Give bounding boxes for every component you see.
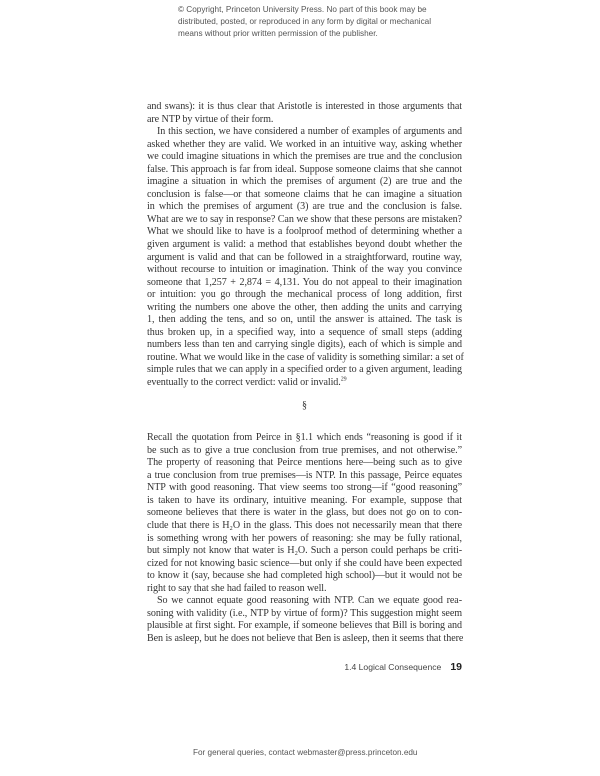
text-line bbox=[147, 620, 462, 633]
copyright-notice bbox=[178, 4, 478, 40]
line-text: given argument is valid: a method that establishes beyond doubt whether the bbox=[147, 239, 462, 251]
text-line bbox=[147, 114, 462, 127]
text-line bbox=[147, 558, 462, 571]
line-text: without recourse to intuition or imagination. Think of the way you convince bbox=[147, 264, 462, 276]
line-text: or intuition: you go through the mechanical process of long addition, first bbox=[147, 289, 462, 301]
text-line bbox=[147, 352, 462, 365]
line-text: we could imagine situations in which the premises are true and the conclusion bbox=[147, 151, 462, 163]
text-line bbox=[147, 327, 462, 340]
line-text: right to say that she had failed to reason well. bbox=[147, 582, 327, 594]
text-line bbox=[147, 252, 462, 265]
line-text: to know it (say, because she had completed high school)—but it would not be bbox=[147, 570, 462, 582]
footnote-marker[interactable]: 29 bbox=[340, 376, 347, 383]
text-line bbox=[147, 214, 462, 227]
text-line bbox=[147, 151, 462, 164]
text-line bbox=[147, 457, 462, 470]
text-line bbox=[147, 126, 462, 139]
line-text: someone believes that there is water in the glass, but does not go on to con- bbox=[147, 507, 462, 519]
text-line bbox=[147, 445, 462, 458]
line-text: What we should like to have is a foolproof method of determining whether a bbox=[147, 226, 462, 238]
line-text: imagine a situation in which the premises of argument (2) are true and the bbox=[147, 176, 462, 188]
page-number: 19 bbox=[450, 661, 462, 673]
section-mark: § bbox=[302, 399, 307, 411]
text-line bbox=[147, 189, 462, 202]
notice-line: distributed, posted, or reproduced in any form by digital or mechanical bbox=[178, 17, 432, 26]
text-line bbox=[147, 595, 462, 608]
line-text: conclusion is false—or that someone claims that he can imagine a situation bbox=[147, 188, 462, 200]
text-line bbox=[147, 432, 462, 445]
text-line bbox=[147, 239, 462, 252]
text-line bbox=[147, 264, 462, 277]
text-line bbox=[147, 314, 462, 327]
line-text: The property of reasoning that Peirce mentions here—being such as to give bbox=[147, 457, 462, 469]
text-line bbox=[147, 139, 462, 152]
text-line bbox=[147, 507, 462, 520]
text-line bbox=[147, 608, 462, 621]
line-text: writing the numbers one above the other, then adding the units and carrying bbox=[147, 301, 462, 313]
line-text: false. This approach is far from ideal. Suppose someone claims that she cannot bbox=[147, 163, 462, 175]
text-line bbox=[147, 164, 462, 177]
line-text: asked whether they are valid. We worked in an intuitive way, asking whether bbox=[147, 138, 462, 150]
line-text: be such as to give a true conclusion from true premises, and not otherwise.” bbox=[147, 444, 462, 456]
line-text: NTP with good reasoning. That view seems too strong—if “good reasoning” bbox=[147, 482, 462, 494]
text-line bbox=[147, 289, 462, 302]
text-line bbox=[147, 520, 462, 533]
line-text: eventually to the correct verdict: valid or invalid. bbox=[147, 377, 341, 389]
text-line bbox=[147, 176, 462, 189]
line-text: clude that there is H₂O in the glass. This does not necessarily mean that there bbox=[147, 519, 462, 531]
line-text: What are we to say in response? Can we show that these persons are mistaken? bbox=[147, 213, 462, 225]
text-line bbox=[147, 633, 462, 646]
text-line bbox=[147, 364, 462, 377]
line-text: In this section, we have considered a number of examples of arguments and bbox=[157, 126, 462, 138]
text-line bbox=[147, 226, 462, 239]
line-text: Recall the quotation from Peirce in §1.1 which ends “reasoning is good if it bbox=[147, 432, 462, 444]
text-line bbox=[147, 201, 462, 214]
notice-line: © Copyright, Princeton University Press. No part of this book may be bbox=[178, 5, 427, 14]
body-text bbox=[147, 101, 462, 645]
text-line bbox=[147, 545, 462, 558]
text-line bbox=[147, 533, 462, 546]
line-text: is something wrong with her powers of reasoning: she may be fully rational, bbox=[147, 532, 462, 544]
text-line bbox=[147, 570, 462, 583]
running-section-title: 1.4 Logical Consequence bbox=[344, 662, 442, 672]
text-line bbox=[147, 470, 462, 483]
line-text: a true conclusion from true premises—is NTP. In this passage, Peirce equates bbox=[147, 469, 462, 481]
text-line bbox=[147, 277, 462, 290]
text-line bbox=[147, 583, 462, 596]
line-text: soning with validity (i.e., NTP by virtue of form)? This suggestion might seem bbox=[147, 607, 462, 619]
line-text: 1, then adding the tens, and so on, until the answer is attained. The task is bbox=[147, 314, 462, 326]
text-line bbox=[147, 302, 462, 315]
line-text: simple rules that we can apply in a specified order to a given argument, leading bbox=[147, 364, 462, 376]
line-text: are NTP by virtue of their form. bbox=[147, 113, 274, 125]
line-text: argument is valid and that can be followed in a straightforward, routine way, bbox=[147, 251, 462, 263]
line-text: thus broken up, in a specified way, into a sequence of small steps (adding bbox=[147, 326, 462, 338]
line-text: numbers less than ten and carrying single digits), each of which is simple and bbox=[147, 339, 462, 351]
text-line bbox=[147, 495, 462, 508]
line-text: plausible at first sight. For example, if someone believes that Bill is boring and bbox=[147, 620, 462, 632]
line-text: is taken to have its ordinary, intuitive meaning. For example, suppose that bbox=[147, 494, 462, 506]
text-line bbox=[147, 482, 462, 495]
line-text: So we cannot equate good reasoning with NTP. Can we equate good rea- bbox=[157, 595, 462, 607]
line-text: Ben is asleep, but he does not believe that Ben is asleep, then it seems that there bbox=[147, 632, 464, 644]
contact-footer: For general queries, contact webmaster@press.princeton.edu bbox=[193, 748, 418, 757]
line-text: and swans): it is thus clear that Aristotle is interested in those arguments that bbox=[147, 101, 462, 112]
text-line bbox=[147, 101, 462, 114]
text-block-after-section bbox=[147, 432, 462, 645]
line-text: but simply not know that water is H₂O. Such a person could perhaps be criti- bbox=[147, 545, 462, 557]
line-text: cized for not knowing basic science—but only if she could have been expected bbox=[147, 557, 462, 569]
text-line bbox=[147, 377, 462, 390]
line-text: in which the premises of argument (3) are true and the conclusion is false. bbox=[147, 201, 462, 213]
line-text: routine. What we would like in the case of validity is something similar: a set of bbox=[147, 351, 464, 363]
text-block-before-section bbox=[147, 101, 462, 390]
notice-line: means without prior written permission of the publisher. bbox=[178, 29, 378, 38]
text-line bbox=[147, 339, 462, 352]
line-text: someone that 1,257 + 2,874 = 4,131. You do not appeal to their imagination bbox=[147, 276, 462, 288]
running-footer bbox=[330, 657, 462, 675]
